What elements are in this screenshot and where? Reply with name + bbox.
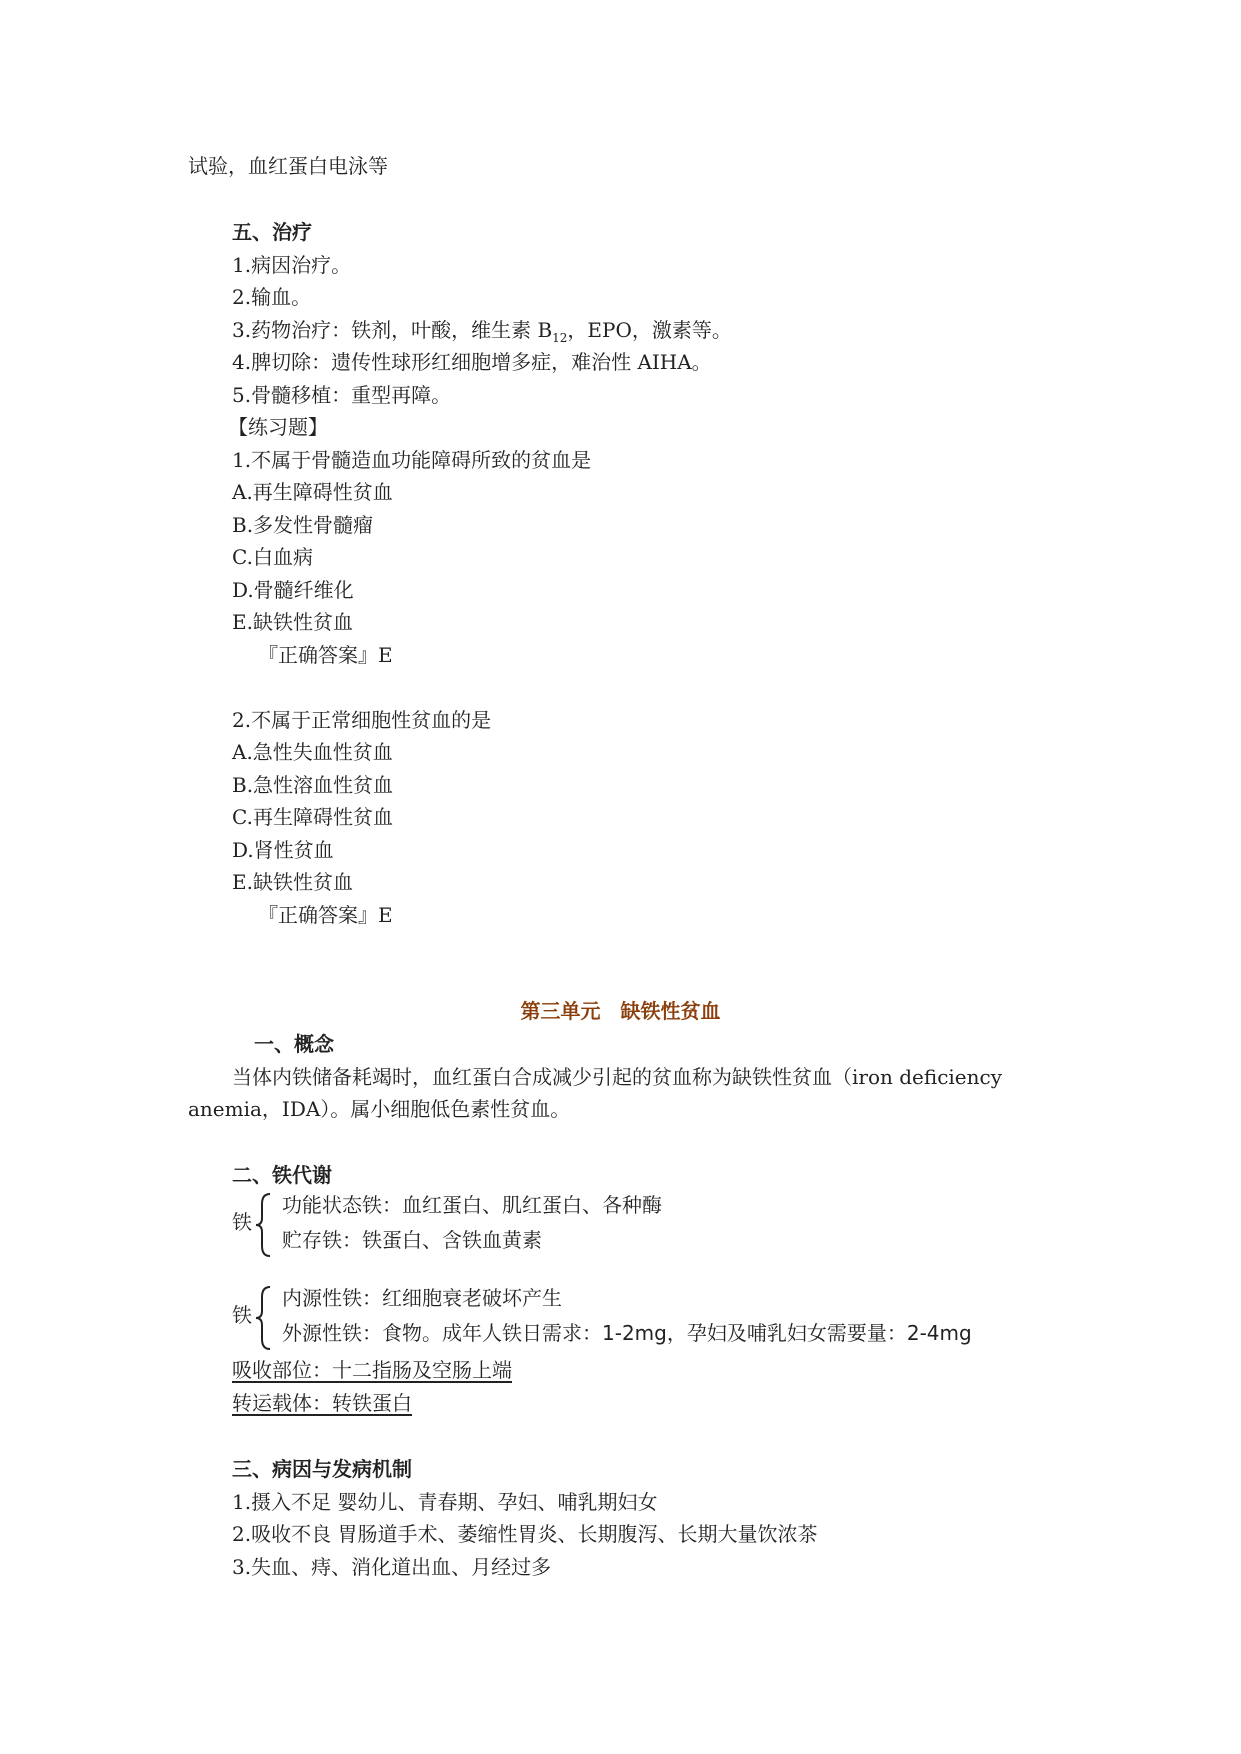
treatment-item-5: 5.骨髓移植：重型再障。 (232, 383, 452, 407)
concept-line-2: anemia，IDA）。属小细胞低色素性贫血。 (188, 1097, 571, 1121)
treatment-item-2: 2.输血。 (232, 285, 312, 309)
metabolism-heading: 二、铁代谢 (232, 1163, 332, 1187)
vitamin-subscript: 12 (552, 331, 568, 345)
treatment-heading: 五、治疗 (232, 220, 312, 244)
treatment-item-3-tail: ，EPO，激素等。 (567, 318, 732, 342)
etiology-item-2: 2.吸收不良 胃肠道手术、萎缩性胃炎、长期腹泻、长期大量饮浓茶 (232, 1522, 818, 1546)
continuation-text: 试验，血红蛋白电泳等 (188, 154, 388, 178)
endogenous-iron: 内源性铁：红细胞衰老破坏产生 (282, 1286, 562, 1310)
exogenous-iron: 外源性铁：食物。成年人铁日需求：1-2mg，孕妇及哺乳妇女需要量：2-4mg (282, 1321, 972, 1345)
iron-label: 铁 (232, 1210, 252, 1234)
functional-iron: 功能状态铁：血红蛋白、肌红蛋白、各种酶 (282, 1193, 662, 1217)
exercises-heading: 【练习题】 (228, 415, 328, 439)
iron-label: 铁 (232, 1303, 252, 1327)
brace-icon (254, 1190, 274, 1260)
absorption-site: 吸收部位：十二指肠及空肠上端 (232, 1358, 512, 1382)
q1-stem: 1.不属于骨髓造血功能障碍所致的贫血是 (232, 448, 592, 472)
concept-line-1: 当体内铁储备耗竭时，血红蛋白合成减少引起的贫血称为缺铁性贫血（iron deficiency (232, 1065, 1003, 1089)
q1-option-b: B.多发性骨髓瘤 (232, 513, 374, 537)
q2-answer: 『正确答案』E (258, 903, 393, 927)
iron-sources-group (232, 1283, 1132, 1353)
q1-option-a: A.再生障碍性贫血 (232, 480, 393, 504)
q2-stem: 2.不属于正常细胞性贫血的是 (232, 708, 492, 732)
treatment-item-3 (232, 316, 732, 344)
treatment-item-4: 4.脾切除：遗传性球形红细胞增多症，难治性 AIHA。 (232, 350, 712, 374)
etiology-item-3: 3.失血、痔、消化道出血、月经过多 (232, 1555, 552, 1579)
q2-option-a: A.急性失血性贫血 (232, 740, 393, 764)
concept-heading: 一、概念 (254, 1032, 334, 1056)
etiology-heading: 三、病因与发病机制 (232, 1457, 412, 1481)
q2-option-d: D.肾性贫血 (232, 838, 334, 862)
brace-icon (254, 1283, 274, 1353)
q2-option-e: E.缺铁性贫血 (232, 870, 353, 894)
storage-iron: 贮存铁：铁蛋白、含铁血黄素 (282, 1228, 542, 1252)
treatment-item-1: 1.病因治疗。 (232, 253, 352, 277)
q1-option-d: D.骨髓纤维化 (232, 578, 354, 602)
transport-carrier: 转运载体：转铁蛋白 (232, 1391, 412, 1415)
q1-option-c: C.白血病 (232, 545, 313, 569)
unit3-title: 第三单元 缺铁性贫血 (520, 999, 721, 1023)
q1-option-e: E.缺铁性贫血 (232, 610, 353, 634)
q2-option-c: C.再生障碍性贫血 (232, 805, 393, 829)
iron-forms-group (232, 1190, 1132, 1260)
treatment-item-3-text: 3.药物治疗：铁剂，叶酸，维生素 B (232, 318, 553, 342)
q2-option-b: B.急性溶血性贫血 (232, 773, 394, 797)
q1-answer: 『正确答案』E (258, 643, 393, 667)
etiology-item-1: 1.摄入不足 婴幼儿、青春期、孕妇、哺乳期妇女 (232, 1490, 658, 1514)
